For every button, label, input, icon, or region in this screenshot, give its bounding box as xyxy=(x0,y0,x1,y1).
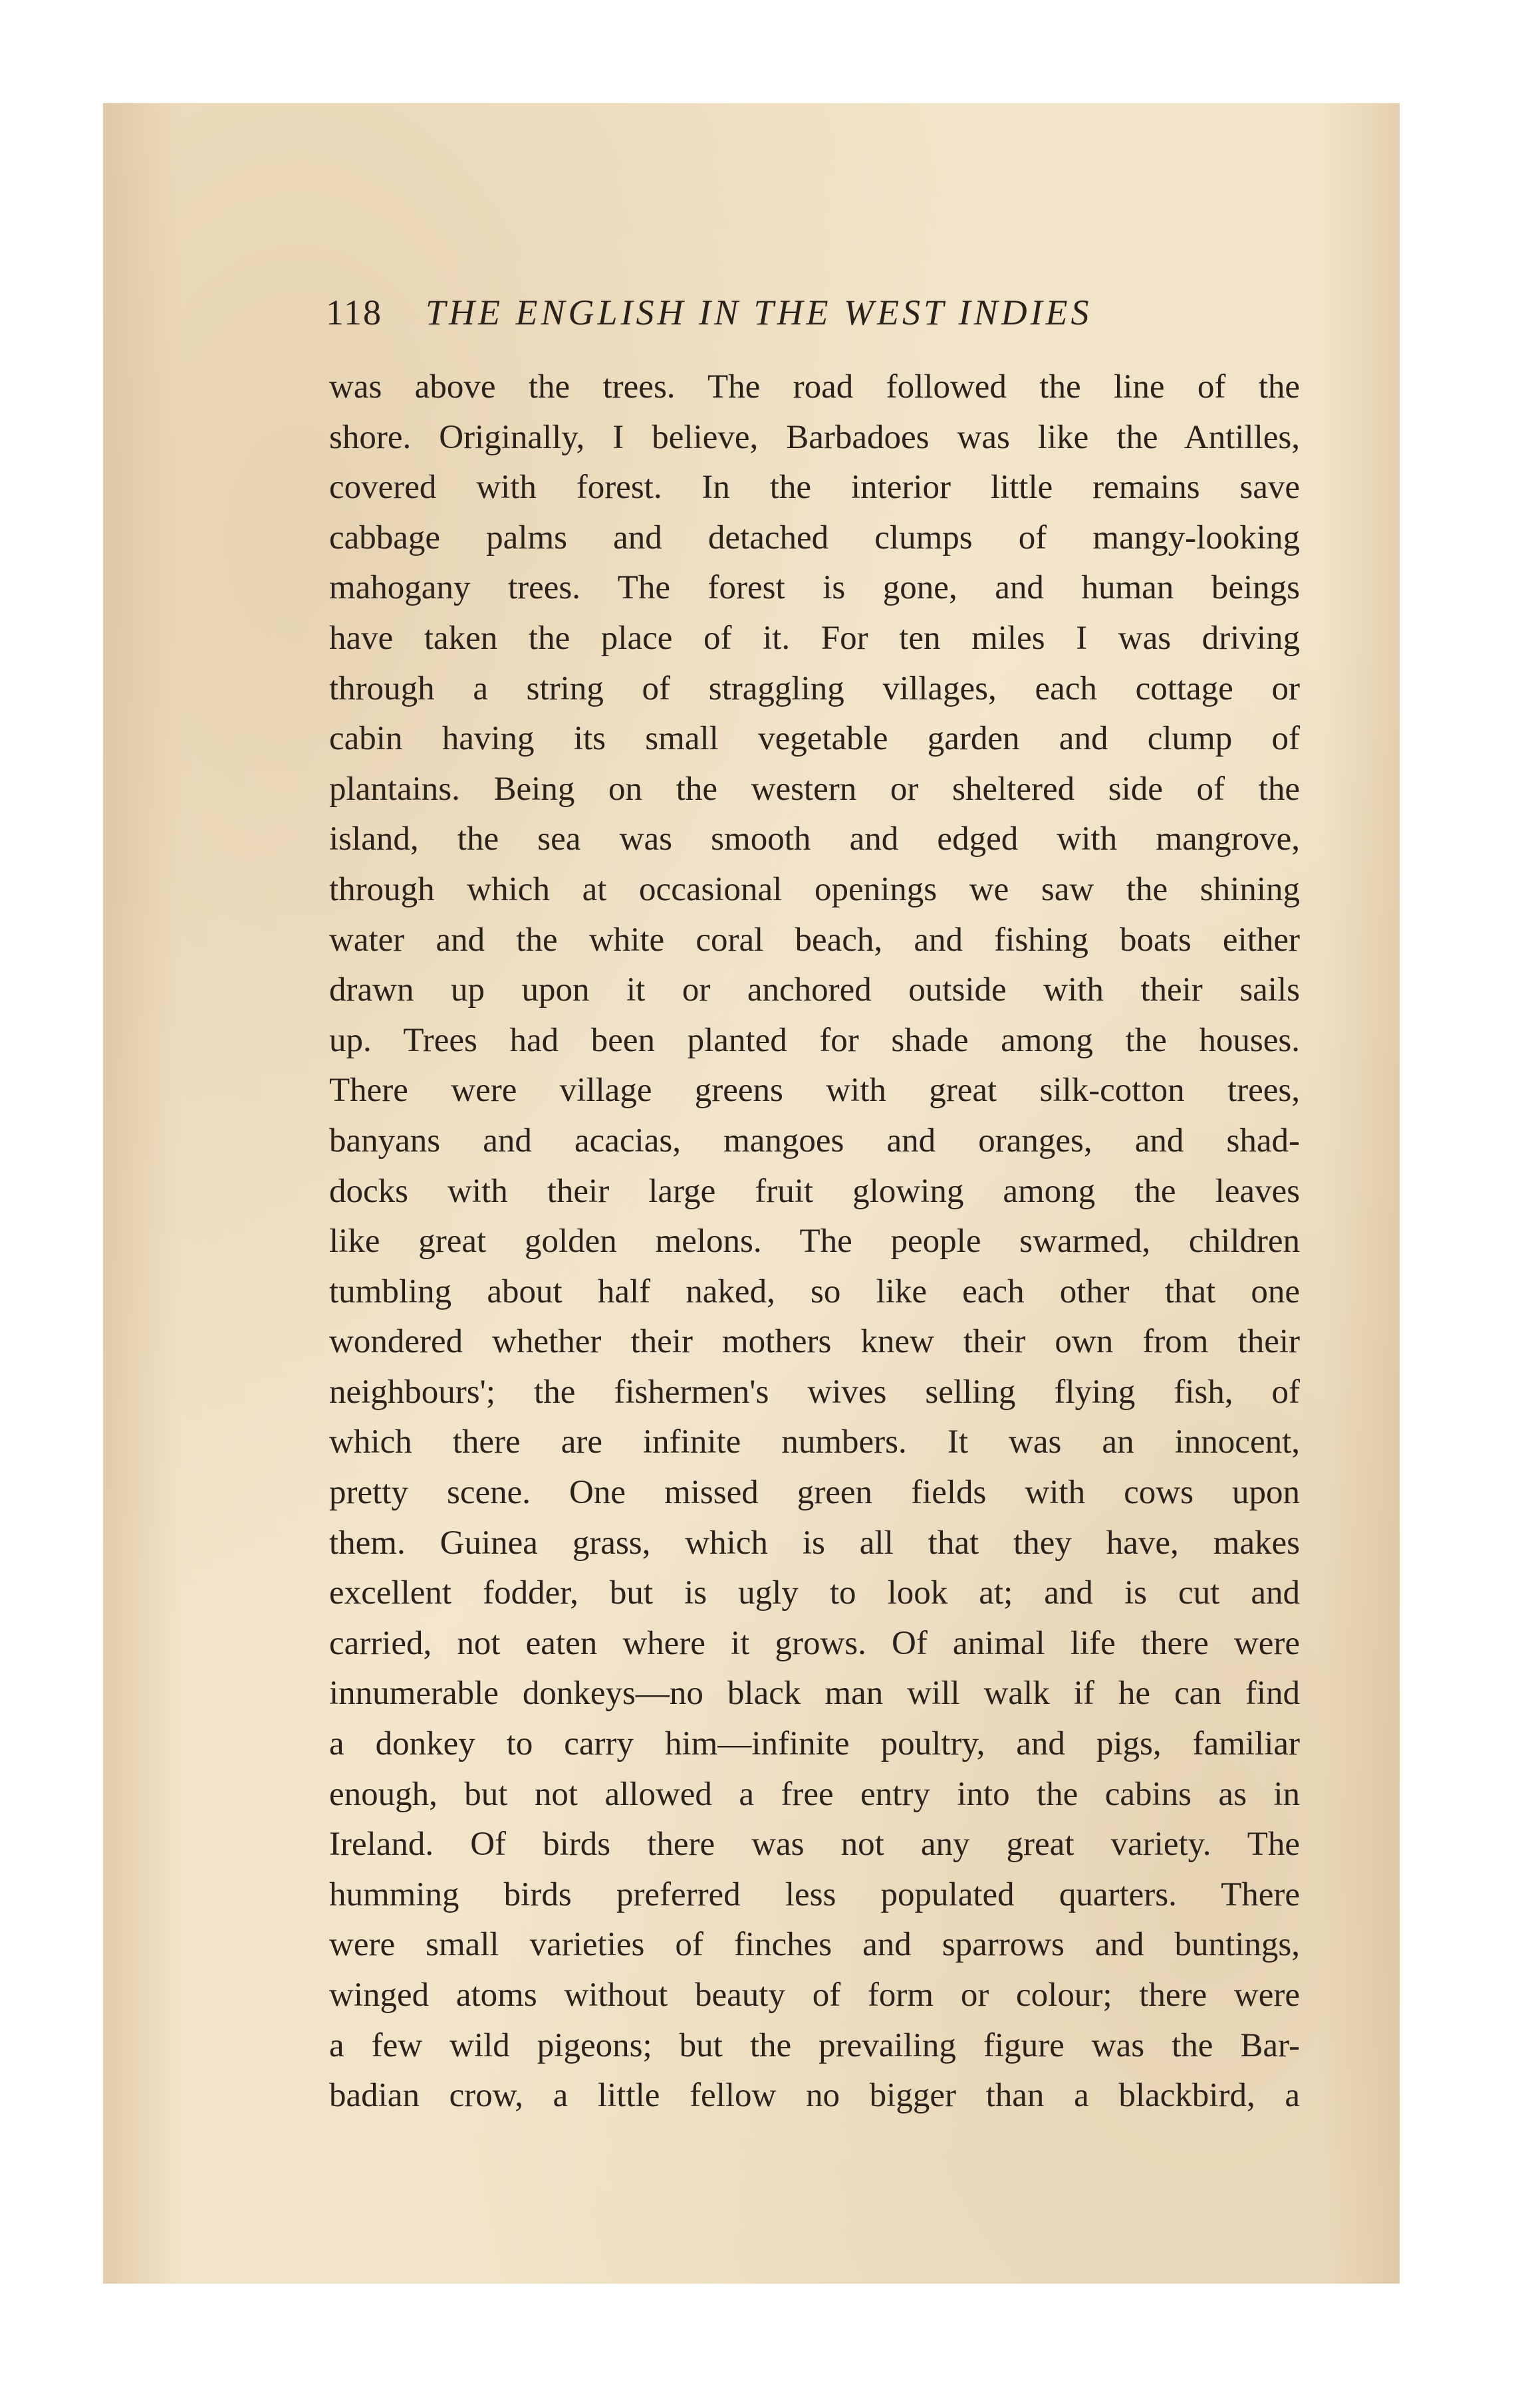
text-line: winged atoms without beauty of form or colour; there were xyxy=(329,1977,1300,2014)
text-line: enough, but not allowed a free entry into the cabins as in xyxy=(329,1775,1300,1813)
text-line: island, the sea was smooth and edged with mangrove, xyxy=(329,820,1300,858)
running-title: THE ENGLISH IN THE WEST INDIES xyxy=(426,293,1092,332)
text-line: a donkey to carry him—infinite poultry, and pigs, familiar xyxy=(329,1725,1300,1763)
body-text xyxy=(329,362,1300,2121)
page-number: 118 xyxy=(326,293,382,332)
text-line: like great golden melons. The people swarmed, children xyxy=(329,1223,1300,1261)
text-line: which there are infinite numbers. It was an innocent, xyxy=(329,1423,1300,1461)
text-line: were small varieties of finches and sparrows and buntings, xyxy=(329,1926,1300,1964)
text-line: pretty scene. One missed green fields with cows upon xyxy=(329,1474,1300,1512)
text-line: drawn up upon it or anchored outside with their sails xyxy=(329,971,1300,1009)
text-line: badian crow, a little fellow no bigger than a blackbird, a xyxy=(329,2077,1300,2115)
text-line: mahogany trees. The forest is gone, and human beings xyxy=(329,569,1300,607)
text-line: shore. Originally, I believe, Barbadoes was like the Antilles, xyxy=(329,418,1300,456)
text-line: covered with forest. In the interior little remains save xyxy=(329,469,1300,507)
text-line: tumbling about half naked, so like each other that one xyxy=(329,1272,1300,1310)
text-line: through a string of straggling villages, each cottage or xyxy=(329,669,1300,707)
text-line: docks with their large fruit glowing among the leaves xyxy=(329,1172,1300,1210)
text-line: water and the white coral beach, and fishing boats either xyxy=(329,921,1300,959)
text-line: carried, not eaten where it grows. Of animal life there were xyxy=(329,1624,1300,1662)
running-head xyxy=(326,283,1303,342)
text-line: was above the trees. The road followed the line of the xyxy=(329,368,1300,406)
text-line: cabin having its small vegetable garden and clump of xyxy=(329,720,1300,758)
text-line: There were village greens with great silk-cotton trees, xyxy=(329,1072,1300,1110)
text-line: cabbage palms and detached clumps of mangy-looking xyxy=(329,519,1300,556)
text-line: wondered whether their mothers knew their own from their xyxy=(329,1323,1300,1361)
text-line: neighbours'; the fishermen's wives selling flying fish, of xyxy=(329,1373,1300,1411)
text-line: them. Guinea grass, which is all that they have, makes xyxy=(329,1524,1300,1562)
text-line: plantains. Being on the western or sheltered side of the xyxy=(329,770,1300,808)
text-line: through which at occasional openings we saw the shining xyxy=(329,870,1300,908)
text-line: excellent fodder, but is ugly to look at; and is cut and xyxy=(329,1574,1300,1612)
text-line: a few wild pigeons; but the prevailing figure was the Bar- xyxy=(329,2026,1300,2064)
text-line: innumerable donkeys—no black man will walk if he can find xyxy=(329,1675,1300,1713)
text-line: up. Trees had been planted for shade among the houses. xyxy=(329,1021,1300,1059)
text-line: humming birds preferred less populated quarters. There xyxy=(329,1875,1300,1913)
text-line: banyans and acacias, mangoes and oranges, and shad- xyxy=(329,1122,1300,1159)
text-line: have taken the place of it. For ten miles I was driving xyxy=(329,619,1300,657)
text-line: Ireland. Of birds there was not any great variety. The xyxy=(329,1826,1300,1864)
